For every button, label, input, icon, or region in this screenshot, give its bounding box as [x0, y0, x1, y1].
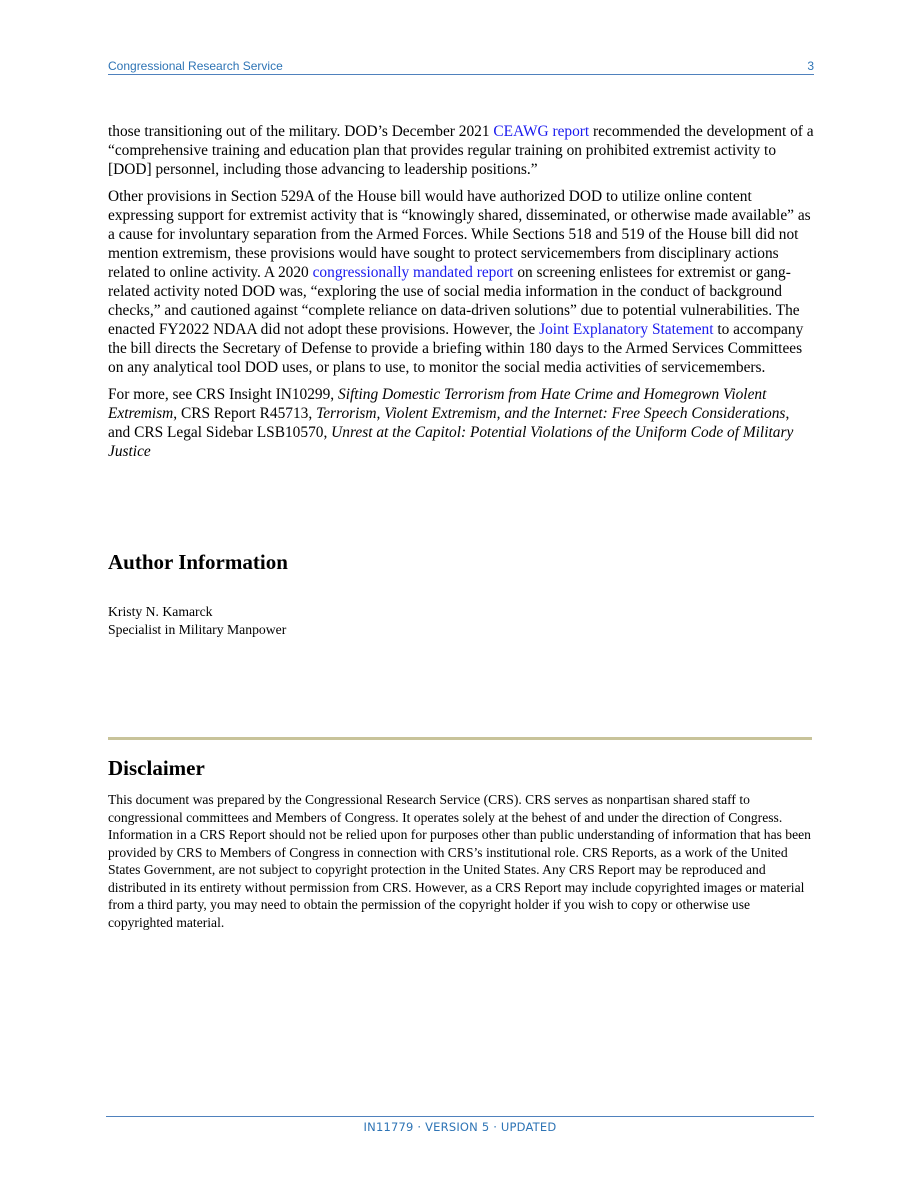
paragraph-3-text-c: , and CRS Legal Sidebar LSB10570, [108, 405, 790, 441]
paragraph-1 [108, 122, 814, 179]
insight-title: Sifting Domestic Terrorism from Hate Crime and Homegrown Violent Extremism [108, 386, 767, 422]
header-org-name: Congressional Research Service [108, 59, 283, 73]
author-name: Kristy N. Kamarck [108, 604, 213, 619]
paragraph-2-text-c: to accompany the bill directs the Secretary of Defense to provide a briefing within 180 days to the Armed Services Committees on any analytical tool DOD uses, or plans to use, to monitor the social media activities of servicemembers. [108, 321, 804, 376]
header-page-number: 3 [807, 59, 814, 73]
report-title: Terrorism, Violent Extremism, and the Internet: Free Speech Considerations [316, 405, 786, 422]
joint-explanatory-statement-link[interactable]: Joint Explanatory Statement [539, 321, 714, 338]
author-block [108, 603, 286, 638]
sidebar-title: Unrest at the Capitol: Potential Violations of the Uniform Code of Military Justice [108, 424, 794, 460]
paragraph-1-text-a: those transitioning out of the military. DOD’s December 2021 [108, 123, 494, 140]
paragraph-2-text-a: Other provisions in Section 529A of the House bill would have authorized DOD to utilize online content expressing support for extremist activity that is “knowingly shared, disseminated, or otherwise made available” as a cause for involuntary separation from the Armed Forces. While Sections 518 and 519 of the House bill did not mention extremism, these provisions would have sought to protect servicemembers from disciplinary actions related to online activity. A 2020 [108, 188, 811, 281]
body-text [108, 122, 814, 469]
section-divider [108, 737, 812, 740]
footer-divider [106, 1116, 814, 1117]
paragraph-3 [108, 385, 814, 461]
disclaimer-text: This document was prepared by the Congressional Research Service (CRS). CRS serves as nonpartisan shared staff to congressional committees and Members of Congress. It operates solely at the behest of and under the direction of Congress. Information in a CRS Report should not be relied upon for purposes other than public understanding of information that has been provided by CRS to Members of Congress in connection with CRS’s institutional role. CRS Reports, as a work of the United States Government, are not subject to copyright protection in the United States. Any CRS Report may be reproduced and distributed in its entirety without permission from CRS. However, as a CRS Report may include copyrighted images or material from a third party, you may need to obtain the permission of the copyright holder if you wish to copy or otherwise use copyrighted material. [108, 792, 811, 930]
congressionally-mandated-report-link[interactable]: congressionally mandated report [312, 264, 514, 281]
paragraph-2 [108, 187, 814, 377]
ceawg-report-link[interactable]: CEAWG report [493, 123, 590, 140]
page-header [108, 57, 814, 75]
author-title: Specialist in Military Manpower [108, 621, 287, 637]
page-footer: IN11779 · VERSION 5 · UPDATED [363, 1120, 557, 1134]
paragraph-3-text-a: For more, see CRS Insight IN10299, [108, 386, 338, 403]
author-heading: Author Information [108, 550, 288, 574]
paragraph-2-text-b: on screening enlistees for extremist or gang-related activity noted DOD was, “exploring the use of social media information in the conduct of background checks,” and cautioned against “complete reliance on data-driven solutions” due to potential vulnerabilities. The enacted FY2022 NDAA did not adopt these provisions. However, the [108, 264, 800, 338]
paragraph-3-text-b: , CRS Report R45713, [173, 405, 317, 422]
disclaimer-heading: Disclaimer [108, 756, 205, 780]
paragraph-1-text-b: recommended the development of a “comprehensive training and education plan that provides regular training on prohibited extremist activity to [DOD] personnel, including those advancing to leadership positions.” [108, 123, 814, 178]
